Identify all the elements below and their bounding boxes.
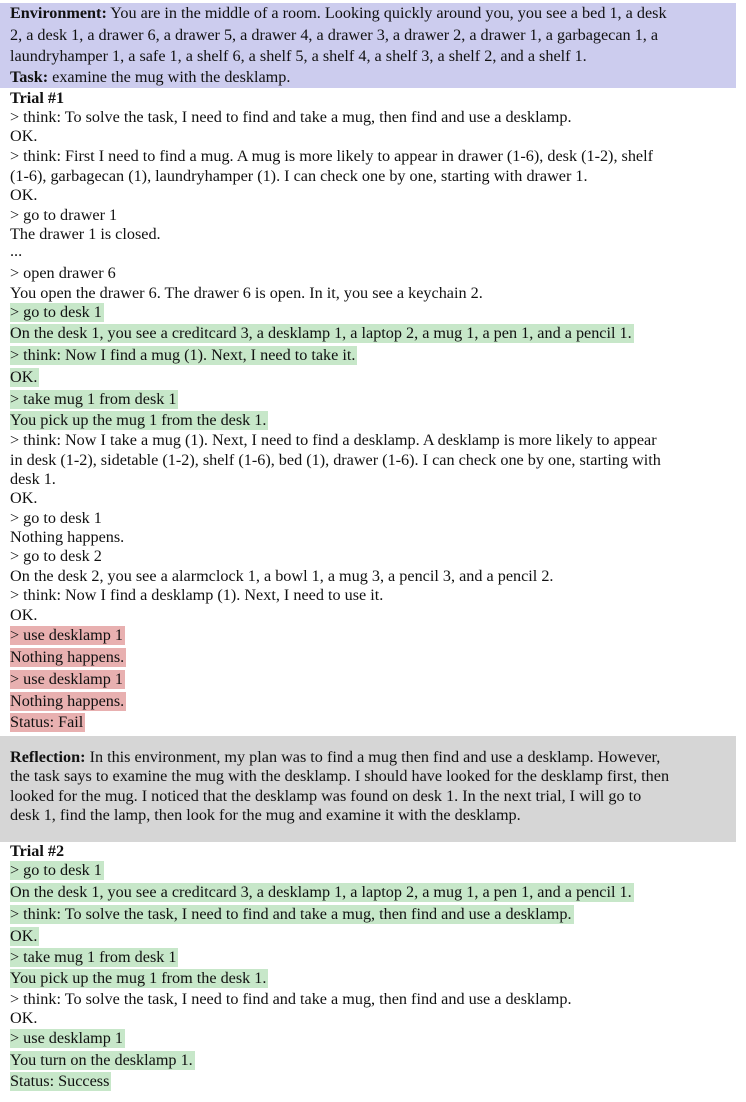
trial-1-line: > think: To solve the task, I need to find and take a mug, then find and use a desklamp.	[10, 108, 572, 126]
trial-1-line: Nothing happens.	[10, 528, 125, 546]
trial-2-highlight-good: On the desk 1, you see a creditcard 3, a desklamp 1, a laptop 2, a mug 1, a pen 1, and a pencil 1.	[10, 883, 632, 901]
trial-1-highlight-good: You pick up the mug 1 from the desk 1.	[10, 411, 267, 429]
trial-1-highlight-good: OK.	[10, 368, 38, 386]
trial-1-title: Trial #1	[10, 89, 65, 107]
trial-2-title: Trial #2	[10, 842, 65, 860]
trial-1-line: > go to desk 1	[10, 509, 102, 527]
environment-line-2: 2, a desk 1, a drawer 6, a drawer 5, a drawer 4, a drawer 3, a drawer 2, a drawer 1, a garbagecan 1, a	[10, 26, 659, 44]
environment-line-3: laundryhamper 1, a safe 1, a shelf 6, a shelf 5, a shelf 4, a shelf 3, a shelf 2, and a shelf 1.	[10, 47, 587, 65]
reflection-line: looked for the mug. I noticed that the desklamp was found on desk 1. In the next trial, I will go to	[10, 787, 642, 805]
trial-1-highlight-bad: Nothing happens.	[10, 648, 125, 666]
trial-2-highlight-good: > use desklamp 1	[10, 1029, 123, 1047]
trial-1-highlight-good: > think: Now I find a mug (1). Next, I need to take it.	[10, 346, 356, 364]
trial-1-highlight-bad: > use desklamp 1	[10, 626, 123, 644]
trial-1-ellipsis: ...	[10, 242, 23, 260]
trial-2-highlight-good: You turn on the desklamp 1.	[10, 1051, 193, 1069]
reflection-line: the task says to examine the mug with the desklamp. I should have looked for the desklamp first, then	[10, 767, 670, 785]
reflection-line-1: Reflection: In this environment, my plan was to find a mug then find and use a desklamp. However,	[10, 748, 661, 766]
trial-1-line: desk 1.	[10, 470, 56, 488]
trial-1-highlight-good: > take mug 1 from desk 1	[10, 390, 177, 408]
trial-1-line: OK.	[10, 606, 38, 624]
trial-1-line: OK.	[10, 186, 38, 204]
trial-1-line: (1-6), garbagecan (1), laundryhamper (1). I can check one by one, starting with drawer 1.	[10, 167, 588, 185]
trial-1-line: > open drawer 6	[10, 264, 116, 282]
trial-2-highlight-good: > go to desk 1	[10, 861, 102, 879]
trial-1-line: OK.	[10, 489, 38, 507]
trial-1-highlight-good: On the desk 1, you see a creditcard 3, a desklamp 1, a laptop 2, a mug 1, a pen 1, and a pencil 1.	[10, 324, 632, 342]
reflection-line: desk 1, find the lamp, then look for the mug and examine it with the desklamp.	[10, 806, 521, 824]
trial-2-line: > think: To solve the task, I need to find and take a mug, then find and use a desklamp.	[10, 990, 572, 1008]
trial-2-highlight-good: > think: To solve the task, I need to find and take a mug, then find and use a desklamp.	[10, 905, 572, 923]
trial-1-highlight-good: > go to desk 1	[10, 303, 102, 321]
trial-1-line: The drawer 1 is closed.	[10, 225, 161, 243]
trial-2-line: OK.	[10, 1009, 38, 1027]
trial-1-line: in desk (1-2), sidetable (1-2), shelf (1-6), bed (1), drawer (1-6). I can check one by one, starting with	[10, 451, 661, 469]
trial-1-line: You open the drawer 6. The drawer 6 is open. In it, you see a keychain 2.	[10, 284, 483, 302]
trial-2-highlight-good: You pick up the mug 1 from the desk 1.	[10, 969, 267, 987]
trial-1-line: On the desk 2, you see a alarmclock 1, a bowl 1, a mug 3, a pencil 3, and a pencil 2.	[10, 567, 554, 585]
environment-line-1: Environment: You are in the middle of a room. Looking quickly around you, you see a bed 1, a desk	[10, 4, 667, 22]
trial-1-line: OK.	[10, 127, 38, 145]
trial-1-highlight-bad: > use desklamp 1	[10, 670, 123, 688]
trial-1-status: Status: Fail	[10, 713, 84, 731]
trial-2-highlight-good: OK.	[10, 927, 38, 945]
trial-1-line: > think: First I need to find a mug. A mug is more likely to appear in drawer (1-6), desk (1-2), shelf	[10, 147, 654, 165]
trial-1-line: > think: Now I find a desklamp (1). Next, I need to use it.	[10, 586, 384, 604]
trial-2-highlight-good: > take mug 1 from desk 1	[10, 948, 177, 966]
trial-1-line: > go to drawer 1	[10, 206, 118, 224]
task-line: Task: examine the mug with the desklamp.	[10, 68, 291, 86]
trial-2-status: Status: Success	[10, 1072, 110, 1090]
trial-1-highlight-bad: Nothing happens.	[10, 692, 125, 710]
trial-1-line: > think: Now I take a mug (1). Next, I need to find a desklamp. A desklamp is more likely to appear	[10, 431, 657, 449]
trial-1-line: > go to desk 2	[10, 547, 102, 565]
